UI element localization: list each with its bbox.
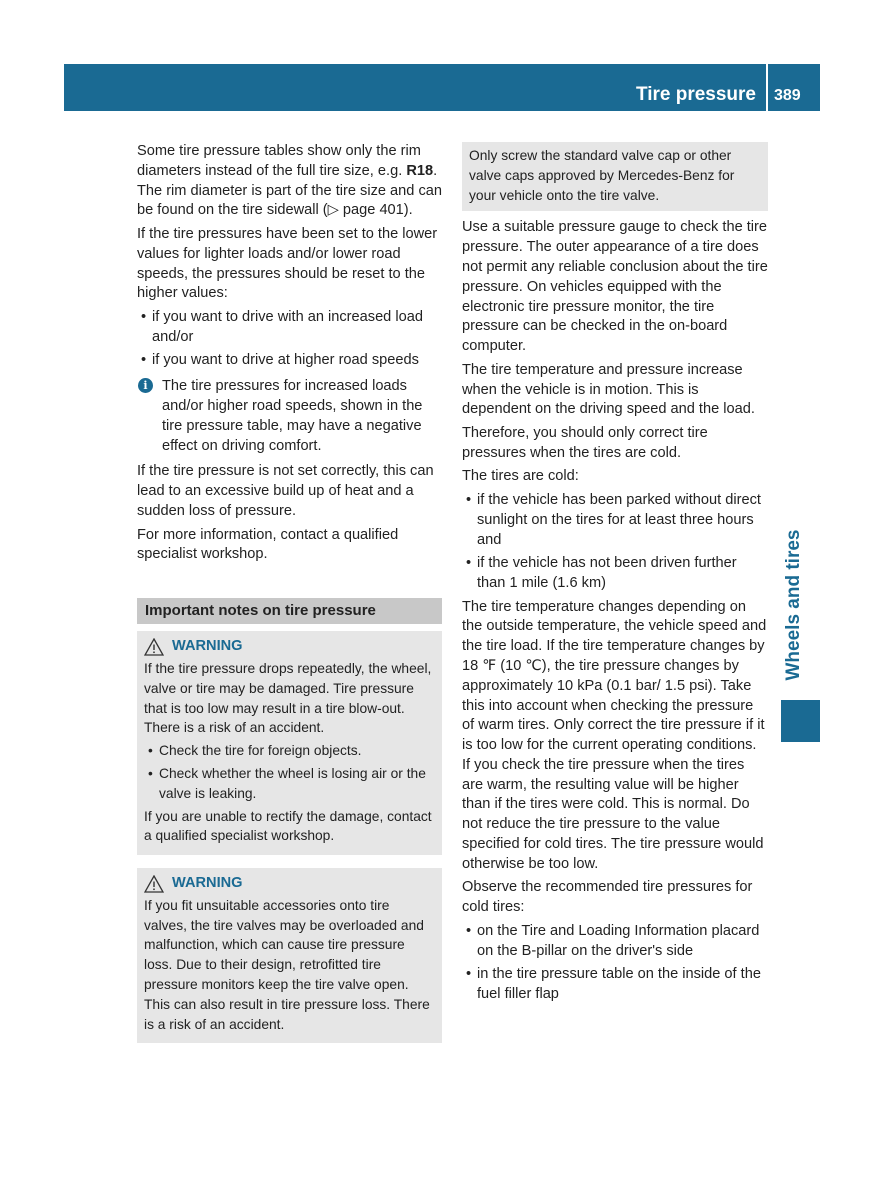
list-item: • if the vehicle has been parked without direct sunlight on the tires for at least three hours and [466, 491, 761, 548]
warning-title: WARNING [144, 874, 435, 894]
paragraph: The tire temperature changes depending on the outside temperature, the vehicle speed and the tire load. If the tire temperature changes by 18 ℉ (10 ℃), the tire pressure changes by approximately 10 kPa (0.1 bar/ 1.5 psi). Take this into account when checking the pressure of warm tires. Only correct the tire pressure if it is too low for the current operating conditions. If you check the tire pressure when the tires are warm, the resulting value will be higher than if the tires were cold. This is normal. Do not reduce the tire pressure to the value specified for cold tires. The tire pressure would otherwise be too low. [462, 598, 767, 872]
info-note: i The tire pressures for increased loads and/or higher road speeds, shown in the tire pressure table, may have a negative effect on driving comfort. [137, 377, 442, 456]
warning-box [137, 868, 442, 1043]
list-item: • if you want to drive at higher road speeds [141, 352, 419, 369]
list-item: • in the tire pressure table on the inside of the fuel filler flap [466, 966, 761, 1003]
page-number-box [768, 64, 820, 111]
left-column [137, 142, 442, 1043]
list-item: • on the Tire and Loading Information placard on the B-pillar on the driver's side [466, 922, 760, 959]
page-number: 389 [774, 87, 801, 104]
side-tab-block [781, 700, 820, 742]
note-box: Only screw the standard valve cap or other valve caps approved by Mercedes-Benz for your vehicle onto the tire valve. [462, 142, 768, 211]
list-item: • if the vehicle has not been driven further than 1 mile (1.6 km) [466, 555, 737, 591]
warning-icon [144, 638, 164, 656]
warning-box [137, 631, 442, 855]
header-bar [64, 64, 766, 111]
paragraph: The tires are cold: [462, 468, 579, 485]
paragraph: For more information, contact a qualified specialist workshop. [137, 526, 399, 563]
side-tab-label: Wheels and tires [783, 529, 805, 681]
page-title: Tire pressure [635, 84, 756, 105]
paragraph: If the tire pressures have been set to the lower values for lighter loads and/or lower road speeds, the pressures should be reset to the higher values: [137, 225, 438, 302]
warning-icon [144, 875, 164, 893]
paragraph: If the tire pressure is not set correctly, this can lead to an excessive build up of heat and a sudden loss of pressure. [137, 463, 434, 519]
info-icon: i [138, 378, 153, 393]
list-item: • if you want to drive with an increased load and/or [141, 308, 423, 345]
warning-text: If you are unable to rectify the damage, contact a qualified specialist workshop. [144, 808, 432, 844]
list-item: • Check the tire for foreign objects. [148, 743, 362, 759]
paragraph: The tire temperature and pressure increase when the vehicle is in motion. This is dependent on the driving speed and the load. [462, 361, 755, 418]
paragraph: Therefore, you should only correct tire pressures when the tires are cold. [462, 424, 708, 461]
warning-title: WARNING [144, 637, 435, 657]
warning-text: If the tire pressure drops repeatedly, the wheel, valve or tire may be damaged. Tire pressure that is too low may result in a tire blow-out. There is a risk of an accident. [144, 660, 432, 736]
right-column [462, 142, 768, 1009]
side-tab [779, 510, 809, 700]
list-item: • Check whether the wheel is losing air or the valve is leaking. [148, 765, 426, 801]
warning-text: If you fit unsuitable accessories onto tire valves, the tire valves may be overloaded and malfunction, which can cause tire pressure loss. Due to their design, retrofitted tire pressure monitors keep the tire valve open. This can also result in tire pressure loss. There is a risk of an accident. [144, 897, 430, 1032]
section-heading: Important notes on tire pressure [137, 598, 442, 624]
paragraph: Some tire pressure tables show only the rim diameters instead of the full tire size, e.g. R18. The rim diameter is part of the tire size and can be found on the tire sidewall (▷ page 401). [137, 143, 442, 219]
paragraph: Observe the recommended tire pressures for cold tires: [462, 879, 753, 916]
paragraph: Use a suitable pressure gauge to check the tire pressure. The outer appearance of a tire does not permit any reliable conclusion about the tire pressure. On vehicles equipped with the electronic tire pressure monitor, the tire pressure can be checked in the on-board computer. [462, 219, 768, 355]
